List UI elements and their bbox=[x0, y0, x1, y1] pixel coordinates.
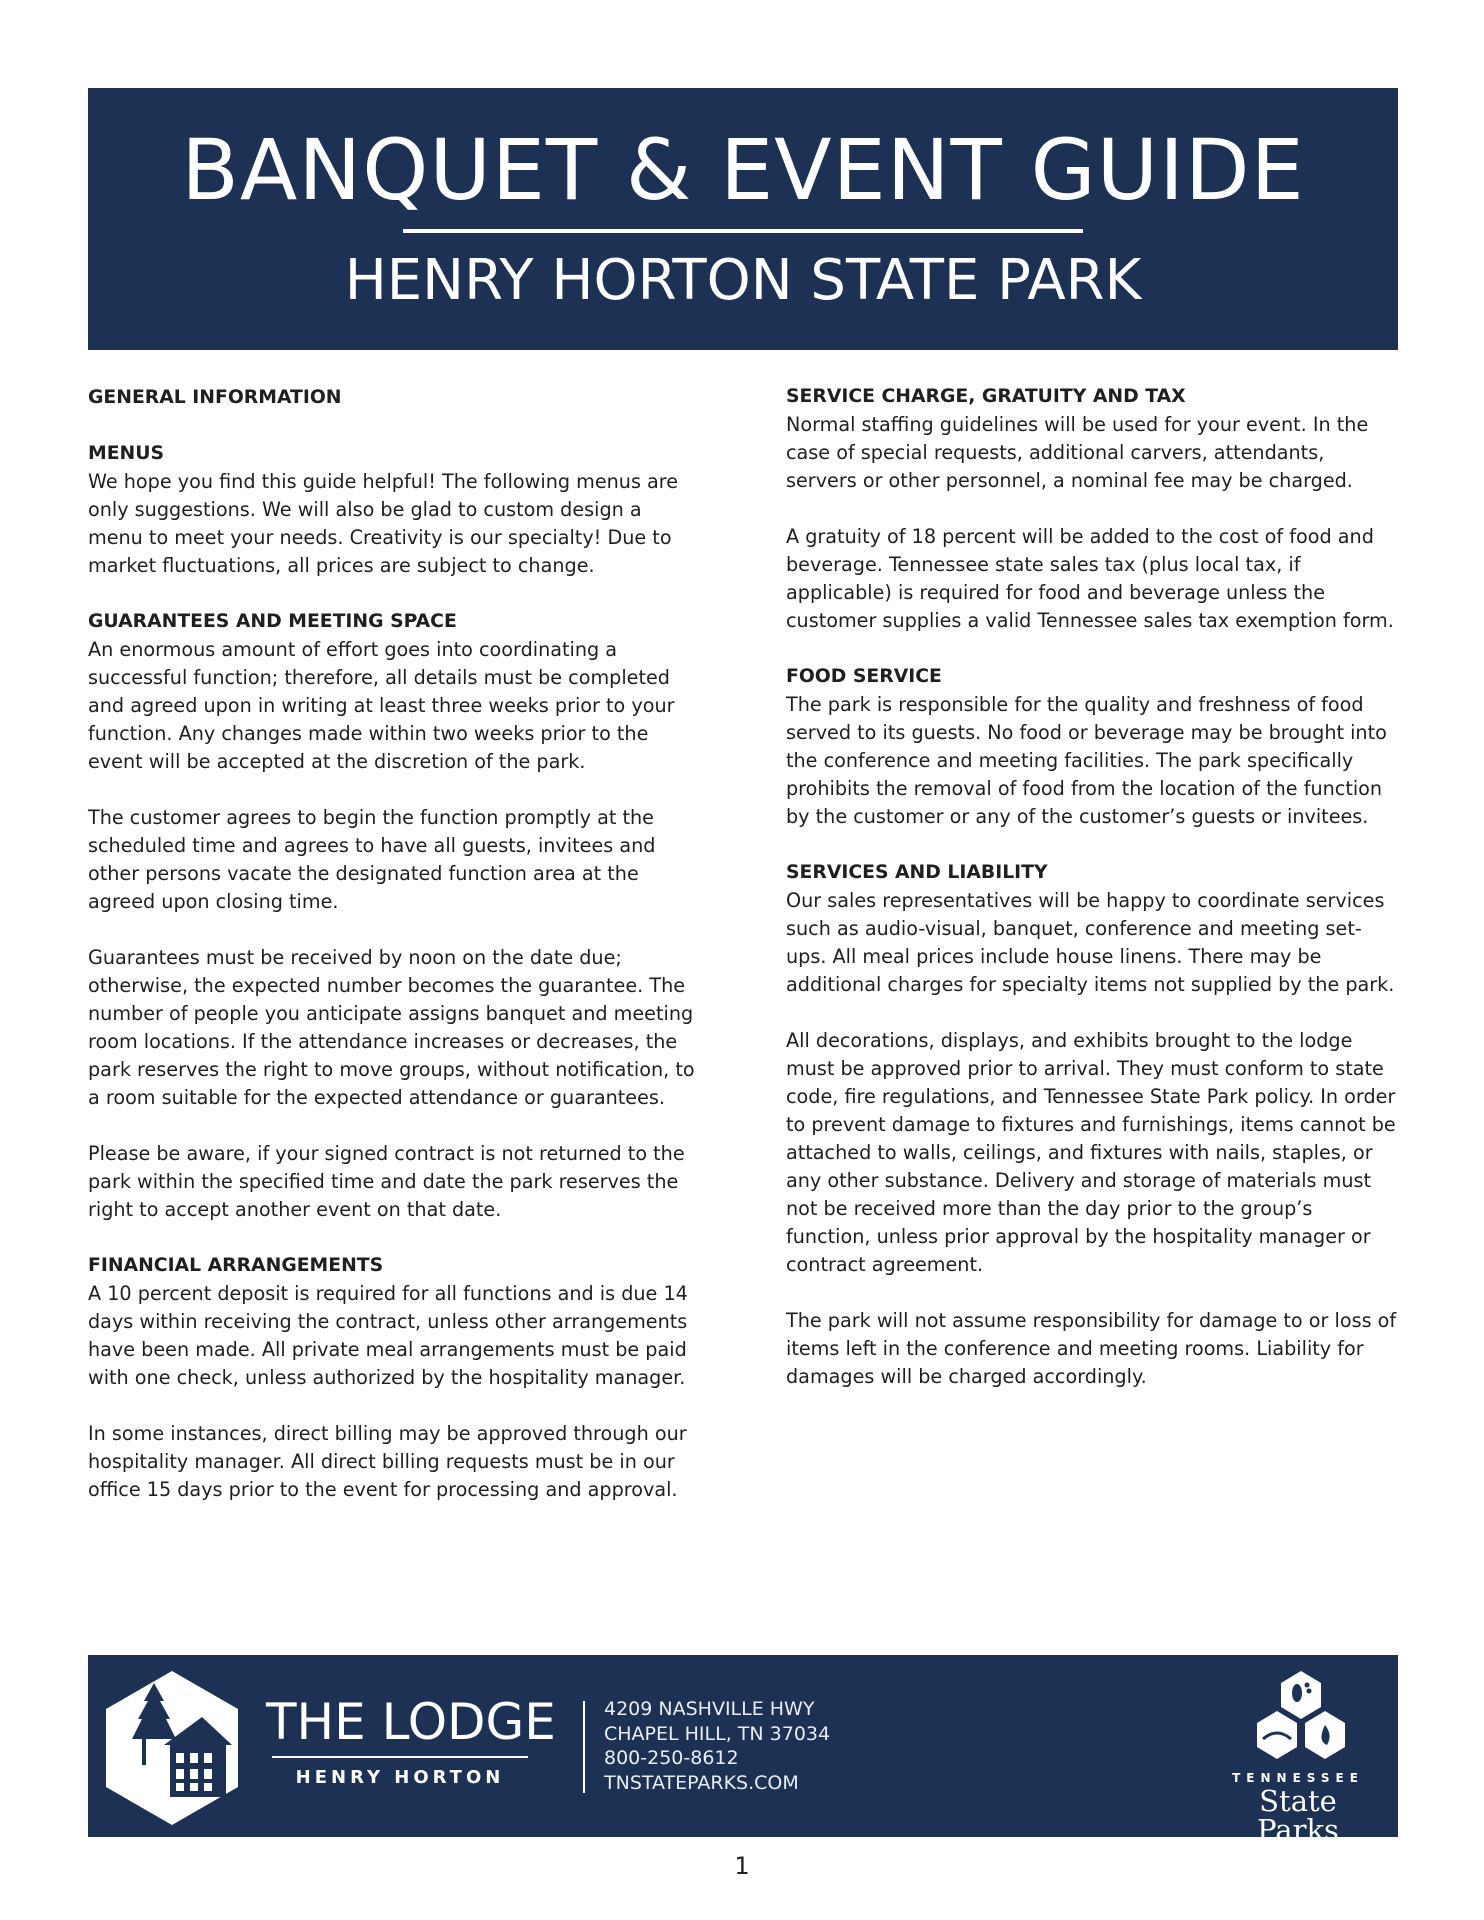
section-heading: FINANCIAL ARRANGEMENTS bbox=[88, 1255, 384, 1276]
section-service-charge bbox=[786, 383, 1400, 635]
lodge-divider bbox=[272, 1756, 528, 1758]
paragraph: An enormous amount of effort goes into coordinating a successful function; therefore, all details must be completed and agreed upon in writing at least three weeks prior to your function. Any changes made within two weeks prior to the event will be accepted at the discretion of the park. bbox=[88, 638, 675, 773]
address-line: CHAPEL HILL, TN 37034 bbox=[604, 1722, 831, 1745]
header-banner bbox=[88, 88, 1398, 350]
phone-number: 800-250-8612 bbox=[604, 1747, 739, 1769]
section-financial bbox=[88, 1252, 702, 1504]
brand-tennessee: TENNESSEE bbox=[1232, 1771, 1364, 1785]
title-divider bbox=[403, 229, 1083, 233]
left-column bbox=[88, 384, 702, 1532]
paragraph: In some instances, direct billing may be approved through our hospitality manager. All direct billing requests must be in our office 15 days prior to the event for processing and approval. bbox=[88, 1422, 687, 1501]
section-heading: MENUS bbox=[88, 443, 165, 464]
general-information-heading: GENERAL INFORMATION bbox=[88, 387, 342, 408]
paragraph: All decorations, displays, and exhibits brought to the lodge must be approved prior to arrival. They must conform to state code, fire regulations, and Tennessee State Park policy. In order to prevent damage to fixtures and furnishings, items cannot be attached to walls, ceilings, and fixtures with nails, staples, or any other substance. Delivery and storage of materials must not be received more than the day prior to the group’s function, unless prior approval by the hospitality manager or contract agreement. bbox=[786, 1029, 1396, 1276]
paragraph: Please be aware, if your signed contract is not returned to the park within the specified time and date the park reserves the right to accept another event on that date. bbox=[88, 1142, 685, 1221]
contact-block bbox=[604, 1697, 830, 1795]
lodge-subtitle: HENRY HORTON bbox=[295, 1767, 505, 1788]
address-line: 4209 NASHVILLE HWY bbox=[604, 1698, 815, 1720]
paragraph: Our sales representatives will be happy to coordinate services such as audio-visual, banquet, conference and meeting set-ups. All meal prices include house linens. There may be additional charges for specialty items not supplied by the park. bbox=[786, 889, 1395, 996]
paragraph: The park will not assume responsibility for damage to or loss of items left in the conference and meeting rooms. Liability for damages will be charged accordingly. bbox=[786, 1309, 1397, 1388]
website-link: TNSTATEPARKS.COM bbox=[604, 1771, 799, 1794]
lodge-name: THE LODGE bbox=[266, 1693, 556, 1751]
lodge-logo-icon bbox=[102, 1669, 242, 1827]
section-heading: SERVICE CHARGE, GRATUITY AND TAX bbox=[786, 386, 1186, 407]
paragraph: Guarantees must be received by noon on the date due; otherwise, the expected number becomes the guarantee. The number of people you anticipate assigns banquet and meeting room locations. If the attendance increases or decreases, the park reserves the right to move groups, without notification, to a room suitable for the expected attendance or guarantees. bbox=[88, 946, 695, 1109]
section-heading: SERVICES AND LIABILITY bbox=[786, 862, 1048, 883]
section-heading: GUARANTEES AND MEETING SPACE bbox=[88, 611, 457, 632]
paragraph: A 10 percent deposit is required for all functions and is due 14 days within receiving the contract, unless other arrangements have been made. All private meal arrangements must be paid with one check, unless authorized by the hospitality manager. bbox=[88, 1282, 688, 1389]
section-menus bbox=[88, 440, 702, 580]
paragraph: A gratuity of 18 percent will be added to the cost of food and beverage. Tennessee state sales tax (plus local tax, if applicable) is required for food and beverage unless the customer supplies a valid Tennessee sales tax exemption form. bbox=[786, 525, 1394, 632]
page-title: BANQUET & EVENT GUIDE bbox=[181, 121, 1305, 219]
footer-divider bbox=[583, 1701, 585, 1793]
section-services-liability bbox=[786, 859, 1400, 1391]
page-subtitle: HENRY HORTON STATE PARK bbox=[344, 248, 1142, 313]
paragraph: The park is responsible for the quality and freshness of food served to its guests. No food or beverage may be brought into the conference and meeting facilities. The park specifically prohibits the removal of food from the location of the function by the customer or any of the customer’s guests or invitees. bbox=[786, 693, 1387, 828]
section-food-service bbox=[786, 663, 1400, 831]
section-guarantees bbox=[88, 608, 702, 1224]
right-column bbox=[786, 383, 1400, 1419]
paragraph: We hope you find this guide helpful! The following menus are only suggestions. We will also be glad to custom design a menu to meet your needs. Creativity is our specialty! Due to market fluctuations, all prices are subject to change. bbox=[88, 470, 679, 577]
footer-banner bbox=[88, 1655, 1398, 1847]
paragraph: The customer agrees to begin the function promptly at the scheduled time and agrees to have all guests, invitees and other persons vacate the designated function area at the agreed upon closing time. bbox=[88, 806, 656, 913]
section-heading: FOOD SERVICE bbox=[786, 666, 942, 687]
page-number: 1 bbox=[734, 1852, 750, 1880]
paragraph: Normal staffing guidelines will be used for your event. In the case of special requests, additional carvers, attendants, servers or other personnel, a nominal fee may be charged. bbox=[786, 413, 1369, 492]
brand-state-parks: State Parks bbox=[1257, 1784, 1339, 1847]
